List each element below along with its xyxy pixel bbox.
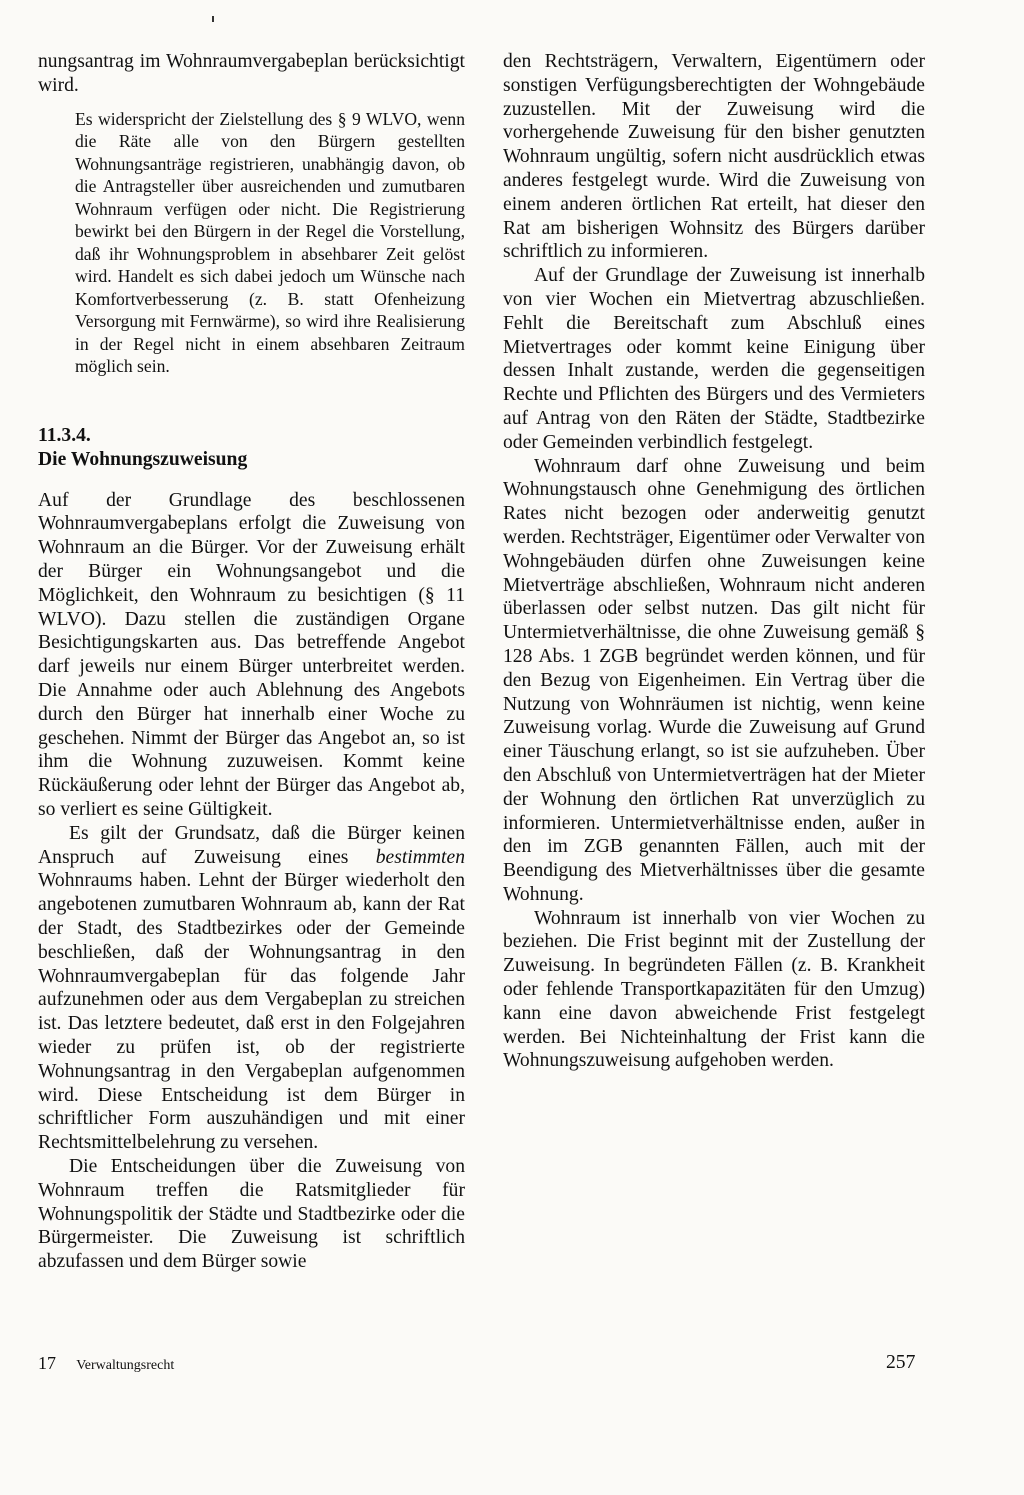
paragraph-grundsatz-part2: Wohnraums haben. Lehnt der Bürger wiederholt den angebotenen zumutbaren Wohnraum ab, kann der Rat der Stadt, des Stadtbezirkes oder der Gemeinde beschließen, daß der Wohnungsantrag in den Wohnraumvergabeplan für das folgende Jahr aufzunehmen oder aus dem Vergabeplan zu streichen ist. Das letztere bedeutet, daß erst in den Folgejahren wieder zu prüfen ist, ob der registrierte Wohnungsantrag in den Vergabeplan aufgenommen wird. Diese Entscheidung ist dem Bürger in schriftlicher Form auszuhändigen und mit einer Rechtsmittelbelehrung zu versehen. bbox=[38, 870, 465, 1154]
right-column bbox=[503, 50, 925, 1073]
continuation-paragraph: nungsantrag im Wohnraumvergabeplan berücksichtigt wird. bbox=[38, 51, 465, 96]
scan-speck bbox=[212, 16, 214, 22]
signature-number: 17 bbox=[38, 1353, 56, 1373]
paragraph-zuweisung-ablauf: Auf der Grundlage des beschlossenen Wohnraumvergabeplans erfolgt die Zuweisung von Wohnraum an die Bürger. Vor der Zuweisung erhält der Bürger ein Wohnungsangebot und die Möglichkeit, den Wohnraum zu besichtigen (§ 11 WLVO). Dazu stellen die zuständigen Organe Besichtigungskarten aus. Das betreffende Angebot darf jeweils nur einem Bürger unterbreitet werden. Die Annahme oder auch Ablehnung des Angebots durch den Bürger hat innerhalb einer Woche zu geschehen. Nimmt der Bürger das Angebot an, so ist ihm die Wohnung zuzuweisen. Kommt keine Rückäußerung oder lehnt der Bürger das Angebot ab, so verliert es seine Gültigkeit. bbox=[38, 489, 465, 820]
paragraph-grundsatz-part1: Es gilt der Grundsatz, daß die Bürger keinen Anspruch auf Zuweisung eines bbox=[38, 822, 465, 868]
paragraph-genehmigung: Wohnraum darf ohne Zuweisung und beim Wohnungstausch ohne Genehmigung des örtlichen Rates nicht bezogen oder anderweitig genutzt werden. Rechtsträger, Eigentümer oder Verwalter von Wohngebäuden dürfen ohne Zuweisungen keine Mietverträge abschließen, Wohnraum nicht anderen überlassen oder selbst nutzen. Das gilt nicht für Untermietverhältnisse, die ohne Zuweisung gemäß § 128 Abs. 1 ZGB begründet werden können, und für den Bezug von Eigenheimen. Ein Vertrag über die Nutzung von Wohnräumen ist nichtig, wenn keine Zuweisung vorlag. Wurde die Zuweisung auf Grund einer Täuschung erlangt, so ist sie aufzuheben. Über den Abschluß von Untermietverträgen hat der Mieter der Wohnung den örtlichen Rat unverzüglich zu informieren. Untermietverhältnisse enden, außer in den im ZGB genannten Fällen, auch mit der Beendigung des Mietverhältnisses über die gesamte Wohnung. bbox=[503, 455, 925, 905]
small-print-note: Es widerspricht der Zielstellung des § 9 WLVO, wenn die Räte alle von den Bürgern gestellten Wohnungsanträge registrieren, unabhängig davon, ob die Antragsteller über ausreichenden und zumutbaren Wohnraum verfügen oder nicht. Die Registrierung bewirkt bei den Bürgern in der Regel die Vorstellung, daß ihr Wohnungsproblem in absehbarer Zeit gelöst wird. Handelt es sich dabei jedoch um Wünsche nach Komfortverbesserung (z. B. statt Ofenheizung Versorgung mit Fernwärme), so wird ihre Realisierung in der Regel nicht in einem absehbaren Zeitraum möglich sein. bbox=[75, 108, 465, 377]
paragraph-entscheidungen: Die Entscheidungen über die Zuweisung von Wohnraum treffen die Ratsmitglieder für Wohnungspolitik der Städte und Stadtbezirke oder die Bürgermeister. Die Zuweisung ist schriftlich abzufassen und dem Bürger sowie bbox=[38, 1155, 465, 1273]
emphasis-bestimmten: bestimmten bbox=[375, 846, 465, 868]
paragraph-frist: Wohnraum ist innerhalb von vier Wochen zu beziehen. Die Frist beginnt mit der Zustellung der Zuweisung. In begründeten Fällen (z. B. Krankheit oder fehlende Transportkapazitäten für den Umzug) kann eine davon abweichende Frist festgelegt werden. Bei Nichteinhaltung der Frist kann die Wohnungszuweisung aufgehoben werden. bbox=[503, 907, 925, 1072]
printer-signature bbox=[38, 1353, 174, 1376]
section-title: Die Wohnungszuweisung bbox=[38, 448, 248, 470]
paragraph-zustellung: den Rechtsträgern, Verwaltern, Eigentümern oder sonstigen Verfügungsberechtigten der Wohngebäude zuzustellen. Mit der Zuweisung wird die vorhergehende Zuweisung für den bisher genutzten Wohnraum ungültig, sofern nicht ausdrücklich etwas anderes festgelegt wurde. Wird die Zuweisung von einem anderen örtlichen Rat erteilt, hat dieser den Rat am bisherigen Wohnsitz des Bürgers darüber schriftlich zu informieren. bbox=[503, 51, 925, 263]
left-column bbox=[38, 50, 465, 1274]
page-number: 257 bbox=[886, 1352, 916, 1373]
paragraph-grundsatz bbox=[38, 822, 465, 1155]
paragraph-mietvertrag: Auf der Grundlage der Zuweisung ist innerhalb von vier Wochen ein Mietvertrag abzuschließen. Fehlt die Bereitschaft zum Abschluß eines Mietvertrages oder kommt keine Einigung über dessen Inhalt zustande, werden die gegenseitigen Rechte und Pflichten des Bürgers und des Vermieters auf Antrag von den Räten der Städte, Stadtbezirke oder Gemeinden verbindlich festgelegt. bbox=[503, 265, 925, 453]
section-number: 11.3.4. bbox=[38, 424, 91, 446]
signature-title: Verwaltungsrecht bbox=[76, 1358, 175, 1373]
